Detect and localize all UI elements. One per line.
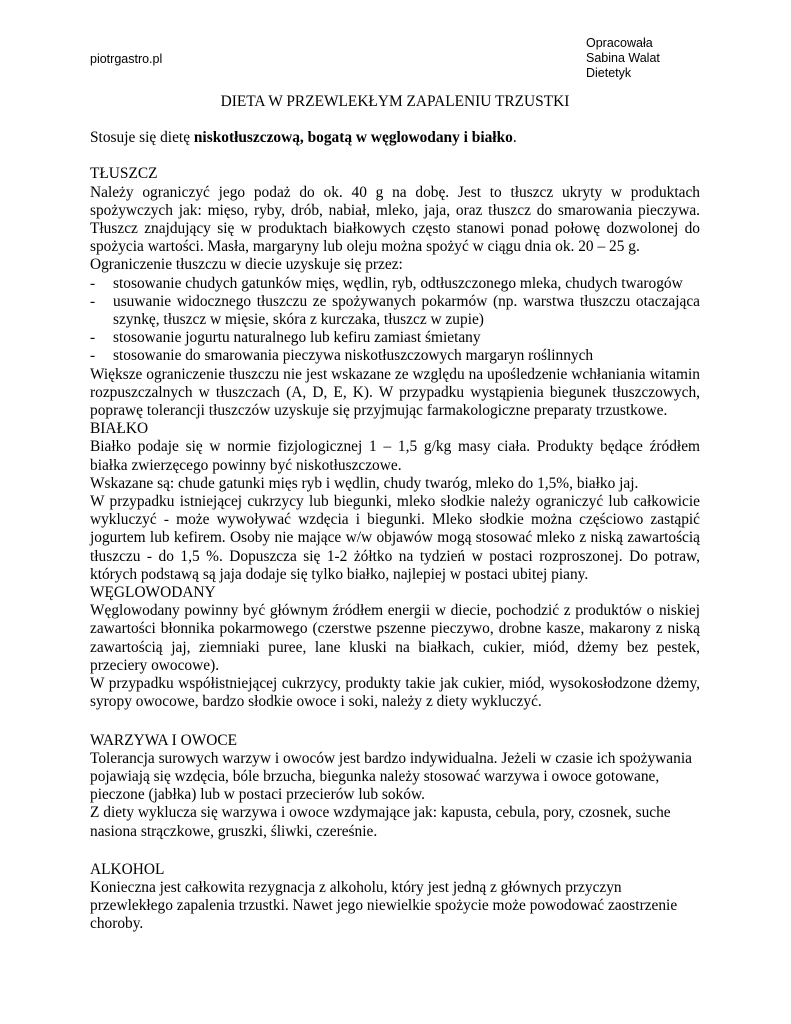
fat-paragraph: Większe ograniczenie tłuszczu nie jest wskazane ze względu na upośledzenie wchłaniania witamin rozpuszczalnych w tłuszczach (A, D, E, K). W przypadku wystąpienia biegunek tłuszczowych, poprawę tolerancji tłuszczów uzyskuje się przyjmując farmakologiczne preparaty trzustkowe. [90, 365, 700, 420]
document-title: DIETA W PRZEWLEKŁYM ZAPALENIU TRZUSTKI [220, 93, 570, 110]
intro-paragraph [90, 129, 700, 147]
veg-paragraph: Z diety wyklucza się warzywa i owoce wzdymające jak: kapusta, cebula, pory, czosnek, suche nasiona strączkowe, gruszki, śliwki, czereśnie. [90, 804, 671, 840]
header-author-line: Sabina Walat [586, 51, 660, 65]
protein-paragraph: Białko podaje się w normie fizjologicznej 1 – 1,5 g/kg masy ciała. Produkty będące źródłem białka zwierzęcego powinny być niskotłuszczowe. [90, 438, 700, 474]
section-heading-alcohol: ALKOHOL [90, 860, 165, 878]
section-heading-protein: BIAŁKO [90, 420, 149, 438]
list-item: - stosowanie do smarowania pieczywa niskotłuszczowych margaryn roślinnych [90, 347, 700, 365]
fat-paragraph: Należy ograniczyć jego podaż do ok. 40 g na dobę. Jest to tłuszcz ukryty w produktach spożywczych jak: mięso, ryby, drób, nabiał, mleko, jaja, oraz tłuszcz do smarowania pieczywa. Tłuszcz znajdujący się w produktach białkowych często stanowi ponad połowę dozwolonej do spożycia wartości. Masła, margaryny lub oleju można spożyć w ciągu dnia ok. 20 – 25 g. [90, 183, 700, 256]
section-heading-fat: TŁUSZCZ [90, 165, 158, 183]
list-item: - stosowanie chudych gatunków mięs, wędlin, ryb, odtłuszczonego mleka, chudych twarogów [90, 275, 700, 293]
intro-bold: niskotłuszczową, bogatą w węglowodany i białko [193, 129, 513, 147]
section-heading-carbs: WĘGLOWODANY [90, 584, 216, 602]
intro-suffix: . [512, 129, 517, 147]
list-item: - stosowanie jogurtu naturalnego lub kefiru zamiast śmietany [90, 329, 700, 347]
carbs-paragraph: W przypadku współistniejącej cukrzycy, produkty takie jak cukier, miód, wysokosłodzone dżemy, syropy owocowe, bardzo słodkie owoce i soki, należy z diety wykluczyć. [90, 675, 700, 711]
protein-paragraph: W przypadku istniejącej cukrzycy lub biegunki, mleko słodkie należy ograniczyć lub całkowicie wykluczyć - może wywoływać wzdęcia i biegunki. Mleko słodkie można częściowo zastąpić jogurtem lub kefirem. Osoby nie mające w/w objawów mogą stosować mleko z niską zawartością tłuszczu - do 1,5 %. Dopuszcza się 1-2 żółtko na tydzień w postaci rozproszonej. Do potraw, których podstawą są jaja dodaje się tylko białko, najlepiej w postaci ubitej piany. [90, 493, 700, 583]
fat-list [90, 275, 700, 366]
header-author-line: Dietetyk [586, 66, 632, 80]
header-author-line: Opracowała [586, 36, 653, 50]
carbs-paragraph: Węglowodany powinny być głównym źródłem energii w diecie, pochodzić z produktów o niskiej zawartości błonnika pokarmowego (czerstwe pszenne pieczywo, drobne kasze, makarony z niską zawartością jaj, ziemniaki puree, lane kluski na białkach, cukier, miód, dżemy bez pestek, przeciery owocowe). [90, 602, 700, 674]
intro-prefix: Stosuje się dietę [90, 129, 194, 147]
veg-paragraph: Tolerancja surowych warzyw i owoców jest bardzo indywidualna. Jeżeli w czasie ich spożywania pojawiają się wzdęcia, bóle brzucha, biegunka należy stosować warzywa i owoce gotowane, pieczone (jabłka) lub w postaci przecierów lub soków. [90, 749, 692, 804]
protein-paragraph: Wskazane są: chude gatunki mięs ryb i wędlin, chudy twaróg, mleko do 1,5%, białko jaj. [90, 474, 639, 492]
fat-paragraph: Ograniczenie tłuszczu w diecie uzyskuje się przez: [90, 256, 403, 274]
list-item: - usuwanie widocznego tłuszczu ze spożywanych pokarmów (np. warstwa tłuszczu otaczająca szynkę, tłuszcz w mięsie, skóra z kurczaka, tłuszcz w zupie) [90, 293, 700, 329]
header-author [586, 36, 660, 81]
section-heading-veg: WARZYWA I OWOCE [90, 731, 238, 749]
header-site: piotrgastro.pl [90, 52, 163, 66]
document-body [90, 93, 700, 934]
alcohol-paragraph: Konieczna jest całkowita rezygnacja z alkoholu, który jest jedną z głównych przyczyn przewlekłego zapalenia trzustki. Nawet jego niewielkie spożycie może powodować zaostrzenie choroby. [90, 878, 678, 933]
